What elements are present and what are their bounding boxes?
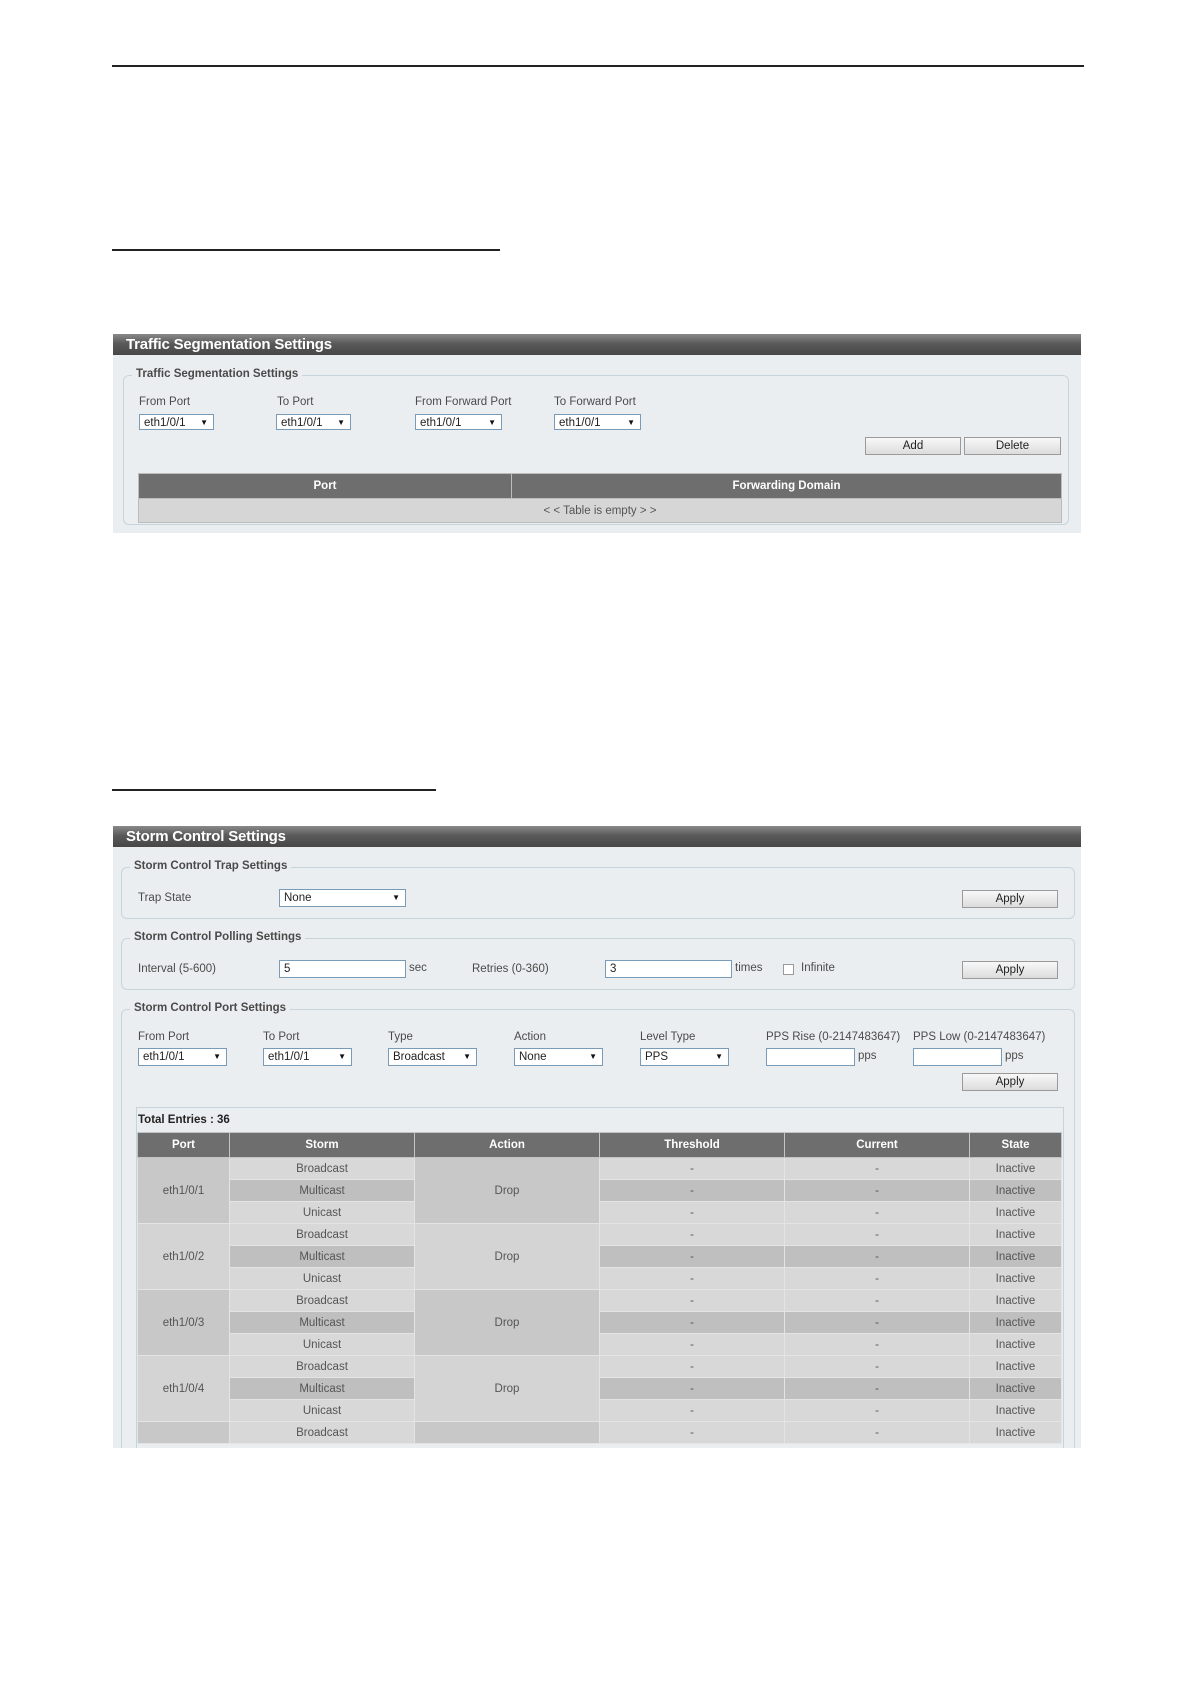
fieldset-legend: Storm Control Trap Settings (130, 860, 291, 872)
table-row (138, 1422, 1062, 1444)
from-forward-port-label: From Forward Port (415, 396, 512, 408)
threshold-cell: - (600, 1312, 785, 1334)
state-cell: Inactive (970, 1378, 1062, 1400)
to-port-value: eth1/0/1 (281, 417, 323, 429)
current-cell: - (785, 1356, 970, 1378)
chevron-down-icon: ▼ (392, 893, 400, 902)
storm-cell: Unicast (230, 1202, 415, 1224)
column-header-threshold: Threshold (600, 1133, 785, 1158)
to-forward-port-label: To Forward Port (554, 396, 636, 408)
page-header-rule (112, 65, 1084, 67)
storm-cell: Multicast (230, 1312, 415, 1334)
level-type-value: PPS (645, 1051, 669, 1063)
action-cell: Drop (415, 1356, 600, 1422)
storm-control-table (137, 1132, 1062, 1444)
state-cell: Inactive (970, 1180, 1062, 1202)
action-cell: Drop (415, 1290, 600, 1356)
chevron-down-icon: ▼ (627, 418, 635, 427)
table-row (138, 1356, 1062, 1378)
trap-settings-fieldset (121, 860, 1075, 919)
polling-apply-button[interactable]: Apply (962, 961, 1058, 979)
action-value: None (519, 1051, 547, 1063)
table-row (138, 1312, 1062, 1334)
panel-title: Traffic Segmentation Settings (113, 334, 1081, 355)
from-forward-port-value: eth1/0/1 (420, 417, 462, 429)
state-cell: Inactive (970, 1246, 1062, 1268)
section-heading-rule (112, 789, 436, 791)
action-label: Action (514, 1031, 546, 1043)
threshold-cell: - (600, 1246, 785, 1268)
table-row (138, 1202, 1062, 1224)
section-heading-rule (112, 249, 500, 251)
port-cell: eth1/0/1 (138, 1158, 230, 1224)
threshold-cell: - (600, 1422, 785, 1444)
current-cell: - (785, 1246, 970, 1268)
threshold-cell: - (600, 1334, 785, 1356)
to-port-label: To Port (277, 396, 314, 408)
from-port-label: From Port (139, 396, 191, 408)
from-port-value: eth1/0/1 (143, 1051, 185, 1063)
storm-cell: Multicast (230, 1378, 415, 1400)
state-cell: Inactive (970, 1400, 1062, 1422)
table-row (138, 1334, 1062, 1356)
storm-table-container (136, 1107, 1064, 1448)
state-cell: Inactive (970, 1268, 1062, 1290)
current-cell: - (785, 1268, 970, 1290)
column-header-state: State (970, 1133, 1062, 1158)
polling-settings-fieldset (121, 931, 1075, 990)
state-cell: Inactive (970, 1290, 1062, 1312)
from-forward-port-select[interactable] (415, 414, 502, 430)
state-cell: Inactive (970, 1422, 1062, 1444)
chevron-down-icon: ▼ (463, 1052, 471, 1061)
chevron-down-icon: ▼ (488, 418, 496, 427)
storm-control-panel (113, 826, 1081, 1448)
to-forward-port-select[interactable] (554, 414, 641, 430)
current-cell: - (785, 1158, 970, 1180)
table-row (139, 499, 1062, 523)
total-entries: Total Entries : 36 (137, 1108, 1063, 1132)
storm-cell: Broadcast (230, 1290, 415, 1312)
storm-cell: Unicast (230, 1268, 415, 1290)
type-value: Broadcast (393, 1051, 445, 1063)
column-header-action: Action (415, 1133, 600, 1158)
from-port-select[interactable] (138, 1048, 227, 1066)
fieldset-legend: Traffic Segmentation Settings (132, 368, 302, 380)
level-type-select[interactable] (640, 1048, 729, 1066)
table-row (138, 1180, 1062, 1202)
interval-input[interactable]: 5 (279, 960, 406, 978)
traffic-segmentation-panel (113, 334, 1081, 533)
retries-label: Retries (0-360) (472, 963, 549, 975)
infinite-label: Infinite (801, 962, 835, 974)
from-port-label: From Port (138, 1031, 190, 1043)
traffic-segmentation-table (138, 473, 1062, 523)
threshold-cell: - (600, 1158, 785, 1180)
port-cell (138, 1422, 230, 1444)
threshold-cell: - (600, 1202, 785, 1224)
fieldset-legend: Storm Control Port Settings (130, 1002, 290, 1014)
retries-unit: times (735, 962, 763, 974)
level-type-label: Level Type (640, 1031, 696, 1043)
chevron-down-icon: ▼ (589, 1052, 597, 1061)
port-settings-fieldset (121, 1002, 1075, 1448)
pps-rise-input[interactable] (766, 1048, 855, 1066)
add-button[interactable]: Add (865, 437, 961, 455)
state-cell: Inactive (970, 1158, 1062, 1180)
infinite-checkbox[interactable] (783, 964, 794, 975)
column-header-port: Port (138, 1133, 230, 1158)
table-header-row (138, 1133, 1062, 1158)
column-header-storm: Storm (230, 1133, 415, 1158)
trap-state-label: Trap State (138, 892, 192, 904)
column-header-forwarding-domain: Forwarding Domain (512, 474, 1062, 499)
chevron-down-icon: ▼ (200, 418, 208, 427)
to-port-label: To Port (263, 1031, 300, 1043)
storm-cell: Unicast (230, 1400, 415, 1422)
threshold-cell: - (600, 1224, 785, 1246)
column-header-current: Current (785, 1133, 970, 1158)
action-cell (415, 1422, 600, 1444)
to-port-value: eth1/0/1 (268, 1051, 310, 1063)
storm-cell: Unicast (230, 1334, 415, 1356)
state-cell: Inactive (970, 1312, 1062, 1334)
storm-cell: Broadcast (230, 1224, 415, 1246)
from-port-select[interactable] (139, 414, 214, 430)
current-cell: - (785, 1334, 970, 1356)
action-cell: Drop (415, 1224, 600, 1290)
current-cell: - (785, 1312, 970, 1334)
threshold-cell: - (600, 1290, 785, 1312)
action-cell: Drop (415, 1158, 600, 1224)
table-row (138, 1268, 1062, 1290)
storm-cell: Broadcast (230, 1356, 415, 1378)
table-row (138, 1290, 1062, 1312)
pps-low-input[interactable] (913, 1048, 1002, 1066)
delete-button[interactable]: Delete (964, 437, 1061, 455)
pps-rise-unit: pps (858, 1050, 877, 1062)
threshold-cell: - (600, 1268, 785, 1290)
traffic-segmentation-fieldset (123, 368, 1069, 525)
retries-input[interactable]: 3 (605, 960, 732, 978)
interval-unit: sec (409, 962, 427, 974)
storm-cell: Broadcast (230, 1422, 415, 1444)
type-label: Type (388, 1031, 413, 1043)
table-row (138, 1400, 1062, 1422)
table-row (138, 1158, 1062, 1180)
pps-low-label: PPS Low (0-2147483647) (913, 1031, 1046, 1043)
pps-low-unit: pps (1005, 1050, 1024, 1062)
table-row (138, 1246, 1062, 1268)
storm-cell: Multicast (230, 1180, 415, 1202)
current-cell: - (785, 1202, 970, 1224)
interval-label: Interval (5-600) (138, 963, 216, 975)
panel-title: Storm Control Settings (113, 826, 1081, 847)
state-cell: Inactive (970, 1334, 1062, 1356)
to-port-select[interactable] (263, 1048, 352, 1066)
action-select[interactable] (514, 1048, 603, 1066)
port-apply-button[interactable]: Apply (962, 1073, 1058, 1091)
current-cell: - (785, 1400, 970, 1422)
empty-table-message: < < Table is empty > > (139, 499, 1062, 523)
to-port-select[interactable] (276, 414, 351, 430)
table-row (138, 1378, 1062, 1400)
current-cell: - (785, 1378, 970, 1400)
current-cell: - (785, 1180, 970, 1202)
chevron-down-icon: ▼ (213, 1052, 221, 1061)
table-header-row (139, 474, 1062, 499)
column-header-port: Port (139, 474, 512, 499)
storm-cell: Broadcast (230, 1158, 415, 1180)
chevron-down-icon: ▼ (338, 1052, 346, 1061)
state-cell: Inactive (970, 1224, 1062, 1246)
port-cell: eth1/0/2 (138, 1224, 230, 1290)
state-cell: Inactive (970, 1202, 1062, 1224)
trap-state-value: None (284, 892, 312, 904)
port-cell: eth1/0/3 (138, 1290, 230, 1356)
port-cell: eth1/0/4 (138, 1356, 230, 1422)
pps-rise-label: PPS Rise (0-2147483647) (766, 1031, 901, 1043)
current-cell: - (785, 1224, 970, 1246)
threshold-cell: - (600, 1180, 785, 1202)
trap-state-select[interactable] (279, 889, 406, 907)
threshold-cell: - (600, 1378, 785, 1400)
chevron-down-icon: ▼ (715, 1052, 723, 1061)
from-port-value: eth1/0/1 (144, 417, 186, 429)
current-cell: - (785, 1422, 970, 1444)
trap-apply-button[interactable]: Apply (962, 890, 1058, 908)
state-cell: Inactive (970, 1356, 1062, 1378)
type-select[interactable] (388, 1048, 477, 1066)
chevron-down-icon: ▼ (337, 418, 345, 427)
current-cell: - (785, 1290, 970, 1312)
threshold-cell: - (600, 1400, 785, 1422)
to-forward-port-value: eth1/0/1 (559, 417, 601, 429)
storm-cell: Multicast (230, 1246, 415, 1268)
table-row (138, 1224, 1062, 1246)
threshold-cell: - (600, 1356, 785, 1378)
fieldset-legend: Storm Control Polling Settings (130, 931, 305, 943)
